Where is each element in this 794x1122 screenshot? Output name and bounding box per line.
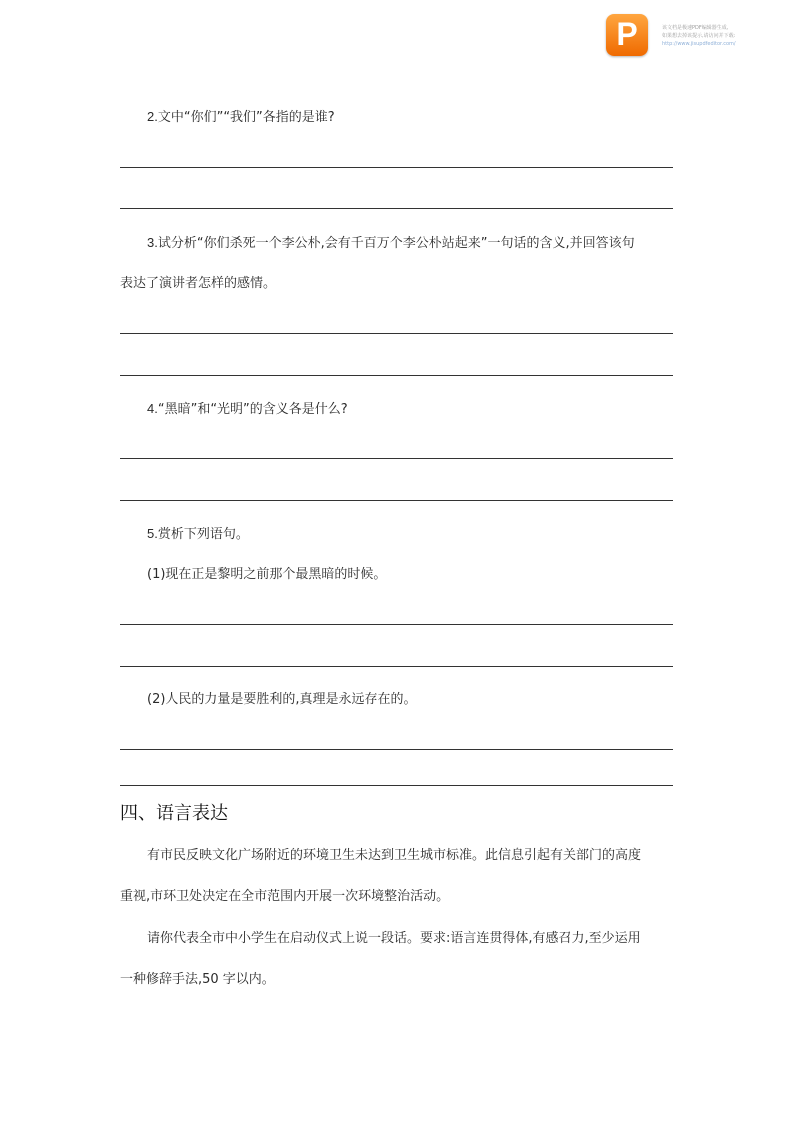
- question-4-number: 4.: [147, 401, 158, 416]
- question-5-number: 5.: [147, 526, 158, 541]
- question-5: [147, 526, 249, 543]
- question-4-text: “黑暗”和“光明”的含义各是什么?: [157, 402, 348, 417]
- answer-line: [120, 666, 673, 667]
- question-4: [147, 401, 348, 418]
- question-2-number: 2.: [147, 109, 158, 124]
- paragraph-2-line-1: 请你代表全市中小学生在启动仪式上说一段话。要求:语言连贯得体,有感召力,至少运用: [147, 931, 641, 946]
- question-5-sub-2: (2)人民的力量是要胜利的,真理是永远存在的。: [147, 692, 417, 707]
- answer-line: [120, 749, 673, 750]
- watermark-line-2: 如果想去掉该提示,请访问并下载:: [662, 33, 736, 39]
- question-5-sub-1: (1)现在正是黎明之前那个最黑暗的时候。: [147, 567, 387, 582]
- answer-line: [120, 785, 673, 786]
- answer-line: [120, 333, 673, 334]
- question-2-text: 文中“你们”“我们”各指的是谁?: [157, 110, 335, 125]
- paragraph-2-line-2: 一种修辞手法,50 字以内。: [120, 972, 275, 987]
- question-5-text: 赏析下列语句。: [157, 527, 249, 542]
- pdf-editor-logo-icon: [606, 14, 648, 56]
- question-3-line-2: 表达了演讲者怎样的感情。: [120, 276, 277, 291]
- question-3: [147, 235, 635, 252]
- answer-line: [120, 500, 673, 501]
- paragraph-1-line-2: 重视,市环卫处决定在全市范围内开展一次环境整治活动。: [120, 889, 450, 904]
- answer-line: [120, 458, 673, 459]
- watermark-url[interactable]: http://www.jisupdfeditor.com/: [662, 41, 736, 47]
- section-heading: 四、语言表达: [120, 803, 228, 824]
- watermark-text: [662, 24, 792, 48]
- question-2: [147, 109, 335, 126]
- answer-line: [120, 375, 673, 376]
- paragraph-1-line-1: 有市民反映文化广场附近的环境卫生未达到卫生城市标准。此信息引起有关部门的高度: [147, 848, 642, 863]
- pdf-editor-watermark: [606, 14, 786, 60]
- question-3-line-1: 试分析“你们杀死一个李公朴,会有千百万个李公朴站起来”一句话的含义,并回答该句: [157, 236, 635, 251]
- logo-letter: P: [616, 16, 638, 52]
- answer-line: [120, 208, 673, 209]
- answer-line: [120, 624, 673, 625]
- watermark-line-1: 该文档是极速PDF编辑器生成,: [662, 25, 729, 31]
- question-3-number: 3.: [147, 235, 158, 250]
- answer-line: [120, 167, 673, 168]
